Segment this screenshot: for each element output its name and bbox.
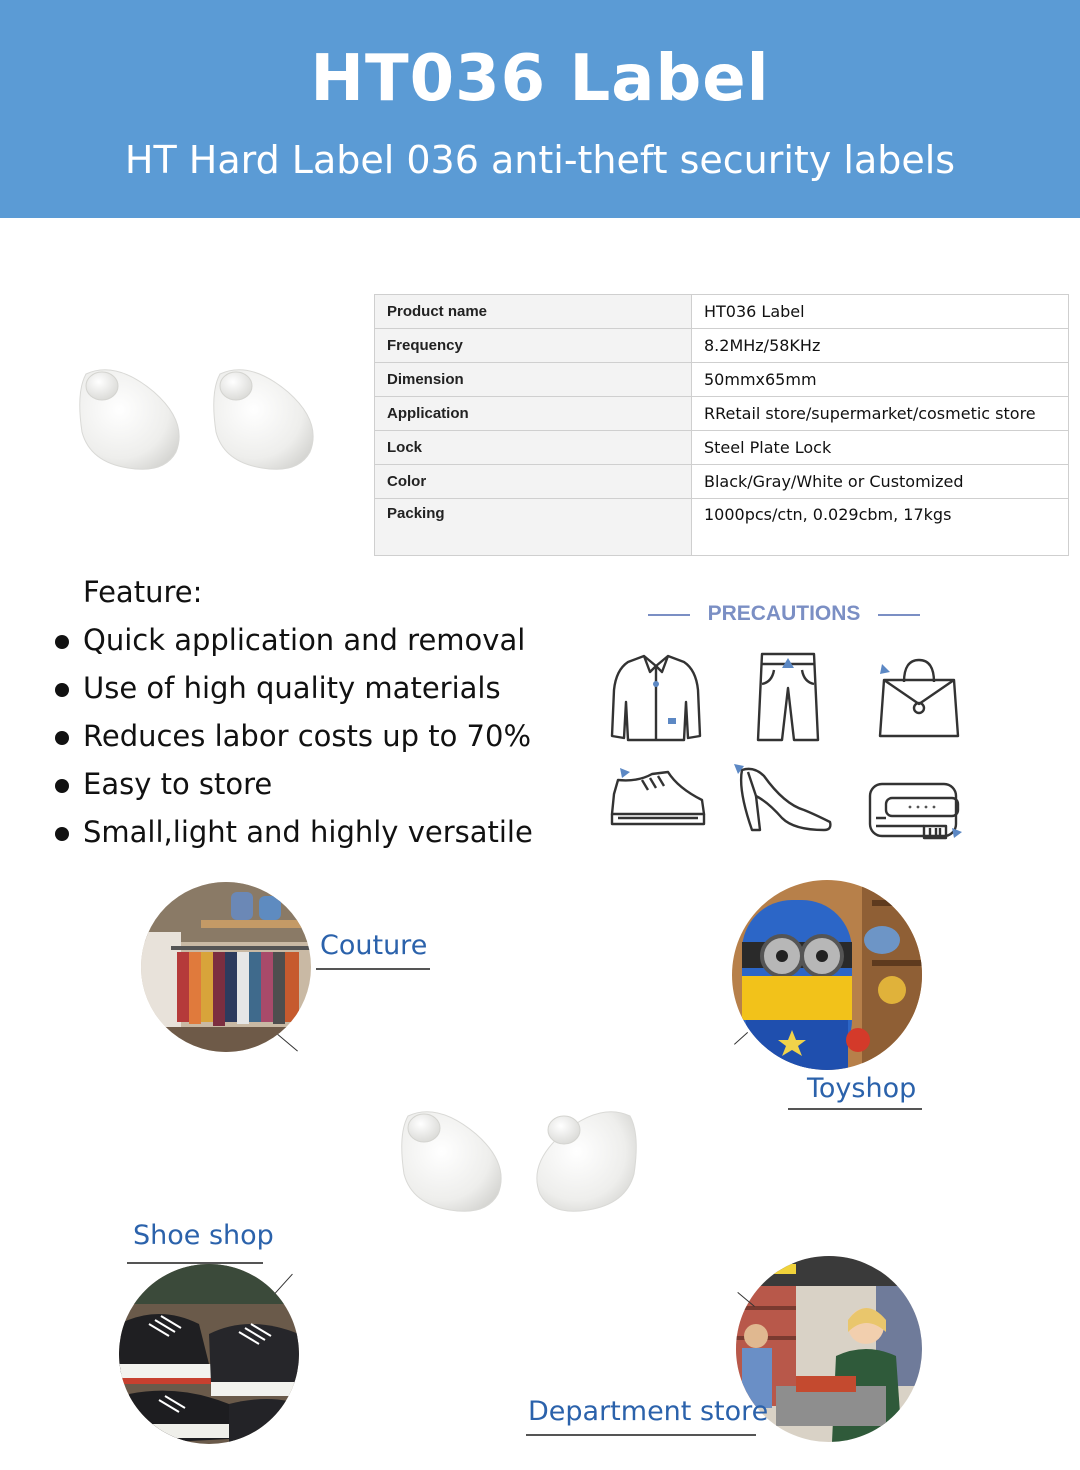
bullet-icon [55, 635, 69, 649]
spec-key: Packing [375, 499, 692, 556]
spec-key: Product name [375, 295, 692, 329]
wallet-icon [864, 778, 964, 844]
table-row [375, 329, 1069, 363]
spec-value: Steel Plate Lock [692, 431, 1069, 465]
shirt-icon [608, 650, 704, 746]
feature-text: Use of high quality materials [83, 671, 501, 705]
security-tag-image [398, 1104, 508, 1214]
couture-label: Couture [320, 930, 428, 961]
toyshop-photo [732, 880, 922, 1070]
divider [878, 614, 920, 616]
precautions-title: PRECAUTIONS [707, 602, 861, 625]
header-banner [0, 0, 1080, 218]
spec-key: Frequency [375, 329, 692, 363]
spec-key: Dimension [375, 363, 692, 397]
bullet-icon [55, 827, 69, 841]
bullet-icon [55, 731, 69, 745]
spec-value: 8.2MHz/58KHz [692, 329, 1069, 363]
table-row [375, 431, 1069, 465]
label-underline [127, 1262, 263, 1264]
pants-icon [752, 650, 824, 746]
feature-item [52, 668, 572, 716]
table-row [375, 499, 1069, 556]
bullet-icon [55, 779, 69, 793]
label-underline [788, 1108, 922, 1110]
feature-item [52, 812, 572, 860]
spec-table [374, 294, 1069, 556]
spec-key: Lock [375, 431, 692, 465]
feature-item [52, 764, 572, 812]
bullet-icon [55, 683, 69, 697]
feature-title: Feature: [83, 575, 203, 609]
feature-text: Small,light and highly versatile [83, 815, 533, 849]
sneaker-icon [608, 764, 708, 830]
precautions-heading [648, 600, 920, 630]
page-subtitle: HT Hard Label 036 anti-theft security labels [124, 138, 956, 182]
shoe-shop-photo [119, 1264, 299, 1444]
page-title: HT036 Label [310, 42, 770, 116]
spec-value: Black/Gray/White or Customized [692, 465, 1069, 499]
table-row [375, 397, 1069, 431]
shoe-shop-label: Shoe shop [133, 1220, 274, 1251]
security-tag-image [530, 1104, 640, 1214]
table-row [375, 465, 1069, 499]
spec-key: Application [375, 397, 692, 431]
toyshop-label: Toyshop [807, 1073, 917, 1104]
table-row [375, 295, 1069, 329]
label-underline [526, 1434, 756, 1436]
feature-text: Quick application and removal [83, 623, 526, 657]
pointer-line [277, 1034, 298, 1051]
couture-photo [141, 882, 311, 1052]
feature-text: Easy to store [83, 767, 273, 801]
feature-text: Reduces labor costs up to 70% [83, 719, 531, 753]
spec-value: HT036 Label [692, 295, 1069, 329]
handbag-icon [876, 650, 962, 746]
spec-value: RRetail store/supermarket/cosmetic store [692, 397, 1069, 431]
feature-list [52, 572, 572, 860]
spec-value: 50mmx65mm [692, 363, 1069, 397]
high-heel-icon [734, 760, 834, 836]
label-underline [316, 968, 430, 970]
feature-item [52, 716, 572, 764]
feature-item [52, 620, 572, 668]
department-store-label: Department store [528, 1396, 769, 1427]
pointer-line [734, 1032, 748, 1045]
table-row [375, 363, 1069, 397]
security-tag-image [210, 362, 320, 472]
security-tag-image [76, 362, 186, 472]
spec-value: 1000pcs/ctn, 0.029cbm, 17kgs [692, 499, 1069, 556]
spec-key: Color [375, 465, 692, 499]
